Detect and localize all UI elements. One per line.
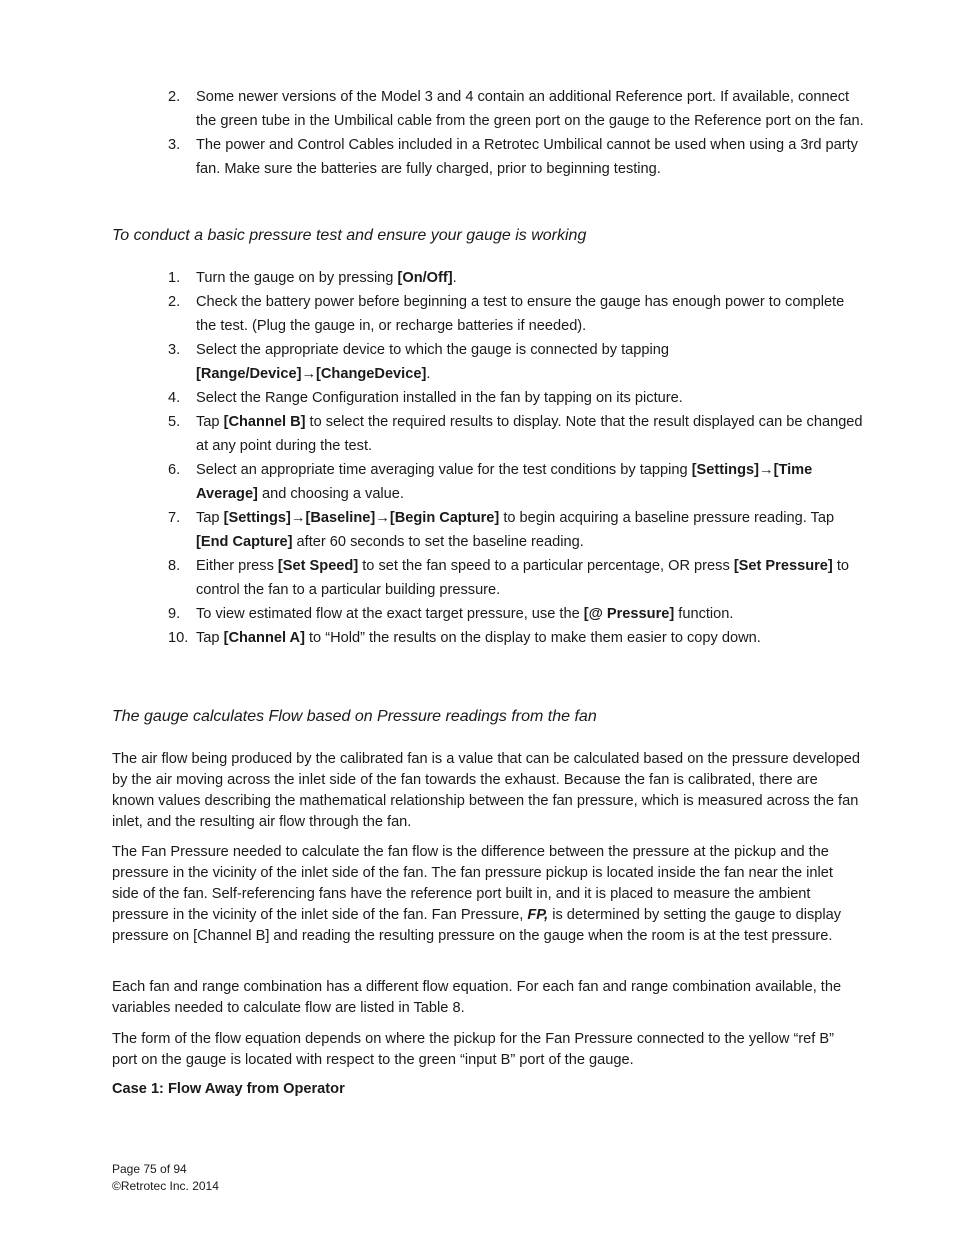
list-number: 5.	[168, 414, 181, 430]
list-text: to begin acquiring a baseline pressure reading. Tap	[499, 510, 835, 526]
arrow-icon: →	[290, 510, 306, 526]
paragraph-text: The Fan Pressure needed to calculate the fan flow is the difference between the pressure at the pickup and the pressure in the vicinity of the inlet side of the fan. The fan pressure pickup is located inside the fan near the inlet side of the fan. Self-referencing fans have the reference port built in, and it is placed to measure the ambient pressure in the vicinity of the inlet side of the fan. Fan Pressure,	[112, 844, 833, 923]
paragraph-airflow: The air flow being produced by the calibrated fan is a value that can be calculated based on the pressure developed by the air moving across the inlet side of the fan towards the exhaust. Because the fan is calibrated, there are known values describing the mathematical relationship between the fan pressure, which is measured across the fan inlet, and the resulting air flow through the fan.	[112, 751, 861, 830]
list-number: 9.	[168, 606, 181, 622]
list-item	[168, 506, 868, 554]
list-number: 7.	[168, 510, 181, 526]
button-reference: [Settings]	[691, 462, 759, 478]
list-text: Select the Range Configuration installed in the fan by tapping on its picture.	[196, 390, 683, 406]
list-item	[168, 338, 868, 386]
list-number: 2.	[168, 89, 181, 105]
list-item	[168, 85, 868, 133]
list-number: 3.	[168, 342, 181, 358]
list-text: Check the battery power before beginning a test to ensure the gauge has enough power to complete the test. (Plug the gauge in, or recharge batteries if needed).	[196, 294, 845, 334]
list-number: 3.	[168, 137, 181, 153]
list-item	[168, 266, 868, 290]
list-text: Tap	[196, 510, 224, 526]
button-reference: [Set Speed]	[277, 558, 359, 574]
list-item	[168, 458, 868, 506]
arrow-icon: →	[375, 510, 390, 526]
pressure-test-steps-list	[168, 266, 868, 650]
list-text: To view estimated flow at the exact target pressure, use the	[196, 606, 584, 622]
list-text: The power and Control Cables included in a Retrotec Umbilical cannot be used when using a 3rd party fan. Make sure the batteries are fully charged, prior to beginning testing.	[196, 137, 858, 177]
page-footer	[112, 1161, 219, 1195]
paragraph-flow-equation: Each fan and range combination has a different flow equation. For each fan and range combination available, the variables needed to calculate flow are listed in Table 8.	[112, 979, 842, 1016]
list-text: .	[426, 366, 431, 382]
list-text: function.	[674, 606, 734, 622]
button-reference: [@ Pressure]	[583, 606, 675, 622]
button-reference: [Baseline]	[305, 510, 376, 526]
button-reference: [Begin Capture]	[389, 510, 500, 526]
list-number: 1.	[168, 270, 181, 286]
list-item	[168, 410, 868, 458]
list-text: to set the fan speed to a particular percentage, OR press	[358, 558, 734, 574]
button-reference: [ChangeDevice]	[316, 366, 427, 382]
arrow-icon: →	[758, 462, 774, 478]
button-reference: [Channel A]	[223, 630, 305, 646]
list-number: 4.	[168, 390, 181, 406]
paragraph-equation-form: The form of the flow equation depends on where the pickup for the Fan Pressure connected to the yellow “ref B” port on the gauge is located with respect to the green “input B” port of the gauge.	[112, 1031, 834, 1068]
list-number: 10.	[168, 630, 189, 646]
list-item	[168, 602, 868, 626]
list-text: to “Hold” the results on the display to make them easier to copy down.	[304, 630, 761, 646]
list-text: Tap	[196, 414, 224, 430]
list-item	[168, 386, 868, 410]
case-heading: Case 1: Flow Away from Operator	[112, 1081, 345, 1097]
button-reference: [Settings]	[223, 510, 291, 526]
paragraph-fan-pressure	[112, 842, 862, 947]
list-item	[168, 554, 868, 602]
list-text: Some newer versions of the Model 3 and 4 contain an additional Reference port. If available, connect the green tube in the Umbilical cable from the green port on the gauge to the Reference port on the fan.	[196, 89, 864, 129]
button-reference: [On/Off]	[397, 270, 453, 286]
list-item	[168, 626, 868, 650]
list-text: Tap	[196, 630, 224, 646]
list-text: Either press	[196, 558, 278, 574]
button-reference: [Channel B]	[223, 414, 306, 430]
list-text: Turn the gauge on by pressing	[196, 270, 398, 286]
arrow-icon: →	[301, 366, 317, 382]
section-heading-pressure-test: To conduct a basic pressure test and ensure your gauge is working	[112, 227, 587, 244]
list-number: 2.	[168, 294, 181, 310]
button-reference: [End Capture]	[196, 534, 293, 550]
list-number: 6.	[168, 462, 181, 478]
list-item	[168, 133, 868, 181]
list-text: Select the appropriate device to which the gauge is connected by tapping	[196, 342, 669, 358]
list-text: to control the fan to a particular building pressure.	[196, 558, 850, 598]
setup-steps-list	[168, 85, 868, 181]
button-reference: [Range/Device]	[196, 366, 302, 382]
list-text: and choosing a value.	[257, 486, 404, 502]
copyright: ©Retrotec Inc. 2014	[112, 1179, 219, 1193]
button-reference: [Time Average]	[196, 462, 813, 502]
list-item	[168, 290, 868, 338]
list-text: to select the required results to display. Note that the result displayed can be changed at any point during the test.	[196, 414, 863, 454]
list-number: 8.	[168, 558, 181, 574]
button-reference: [Set Pressure]	[733, 558, 833, 574]
list-text: after 60 seconds to set the baseline reading.	[292, 534, 584, 550]
list-text: .	[452, 270, 457, 286]
paragraph-text: is determined by setting the gauge to display pressure on [Channel B] and reading the resulting pressure on the gauge when the room is at the test pressure.	[112, 907, 842, 944]
section-heading-flow-calculation: The gauge calculates Flow based on Pressure readings from the fan	[112, 708, 597, 725]
list-text: Select an appropriate time averaging value for the test conditions by tapping	[196, 462, 692, 478]
fp-term: FP,	[527, 907, 549, 923]
page-number: Page 75 of 94	[112, 1162, 187, 1176]
